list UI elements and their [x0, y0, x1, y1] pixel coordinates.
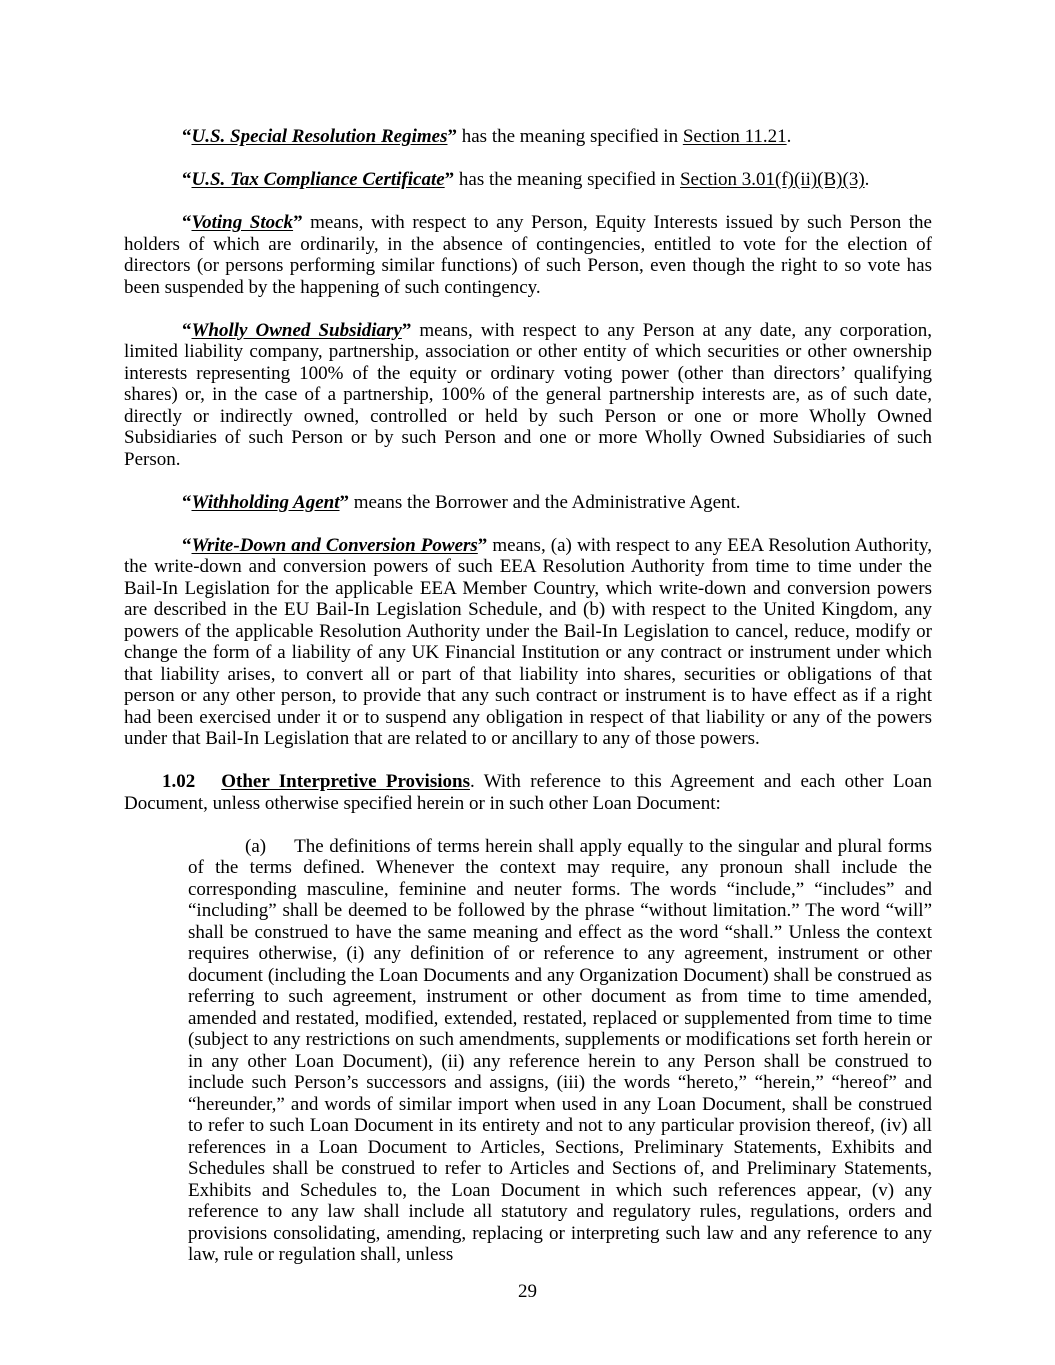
open-quote: “ — [182, 534, 192, 556]
open-quote: “ — [182, 491, 192, 513]
close-quote: ” — [477, 534, 488, 556]
definition-paragraph-us-tax-compliance-certificate — [124, 169, 932, 191]
definition-paragraph-write-down-and-conversion-powers — [124, 535, 932, 750]
defined-term: U.S. Tax Compliance Certificate — [191, 169, 445, 190]
defined-term: U.S. Special Resolution Regimes — [191, 126, 448, 147]
close-quote: ” — [401, 319, 412, 341]
paragraph-text: . — [864, 169, 870, 190]
paragraph-text: means the Borrower and the Administrative Agent. — [349, 491, 741, 513]
defined-term: Withholding Agent — [191, 491, 340, 513]
paragraph-text: means, (a) with respect to any EEA Resolution Authority, the write-down and conversion powers of such EEA Resolution Authority from time to time under the Bail-In Legislation for the applicable EEA Member Country, which write-down and conversion powers are described in the EU Bail-In Legislation Schedule, and (b) with respect to the United Kingdom, any powers of the applicable Resolution Authority under the Bail-In Legislation to cancel, reduce, modify or change the form of a liability of any UK Financial Institution or any contract or instrument under which that liability arises, to convert all or part of that liability into shares, securities or obligations of that person or any other person, to provide that any such contract or instrument is to have effect as if a right had been exercised under it or to suspend any obligation in respect of that liability or any of the powers under that Bail-In Legislation that are related to or ancillary to any of those powers. — [124, 534, 932, 749]
close-quote: ” — [293, 212, 303, 233]
open-quote: “ — [182, 212, 192, 233]
page-number: 29 — [518, 1281, 537, 1302]
definition-paragraph-wholly-owned-subsidiary — [124, 320, 932, 471]
definition-paragraph-us-special-resolution-regimes — [124, 126, 932, 148]
document-body — [124, 126, 932, 1287]
subsection-label: (a) — [245, 835, 267, 857]
close-quote: ” — [444, 169, 455, 190]
open-quote: “ — [182, 319, 192, 341]
paragraph-text: means, with respect to any Person at any date, any corporation, limited liability company, partnership, association or other entity of which securities or other ownership interests representing 100% of the equity or ordinary voting power (other than directors’ qualifying shares) or, in the case of a partnership, 100% of the general partnership interests are, as of such date, directly or indirectly owned, controlled or held by such Person or one or more Wholly Owned Subsidiaries of such Person or by such Person and one or more Wholly Owned Subsidiaries of such Person. — [124, 319, 932, 470]
defined-term: Voting Stock — [191, 212, 294, 233]
paragraph-text: has the meaning specified in — [457, 126, 683, 147]
section-reference: Section 11.21 — [682, 126, 787, 147]
subsection-a-paragraph — [188, 836, 932, 1266]
open-quote: “ — [182, 169, 192, 190]
definition-paragraph-withholding-agent — [124, 492, 932, 514]
paragraph-text: The definitions of terms herein shall apply equally to the singular and plural forms of the terms defined. Whenever the context may require, any pronoun shall include the corresponding masculine, feminine and neuter forms. The words “include,” “includes” and “including” shall be deemed to be followed by the phrase “without limitation.” The word “will” shall be construed to have the same meaning and effect as the word “shall.” Unless the context requires otherwise, (i) any definition of or reference to any agreement, instrument or other document (including the Loan Documents and any Organization Document) shall be construed as referring to such agreement, instrument or other document as from time to time amended, amended and restated, modified, extended, restated, replaced or supplemented from time to time (subject to any restrictions on such amendments, supplements or modifications set forth herein or in any other Loan Document), (ii) any reference herein to any Person shall be construed to include such Person’s successors and assigns, (iii) the words “hereto,” “herein,” “hereof” and “hereunder,” and words of similar import when used in any Loan Document, shall be construed to refer to such Loan Document in its entirety and not to any particular provision thereof, (iv) all references in a Loan Document to Articles, Sections, Preliminary Statements, Exhibits and Schedules shall be construed to refer to Articles and Sections of, and Preliminary Statements, Exhibits and Schedules to, the Loan Document in which such references appear, (v) any reference to any law shall include all statutory and regulatory rules, regulations, orders and provisions consolidating, amending, replacing or interpreting such law and any reference to any law, rule or regulation shall, unless — [188, 835, 932, 1265]
definition-paragraph-voting-stock — [124, 212, 932, 298]
open-quote: “ — [182, 126, 192, 147]
section-reference: Section 3.01(f)(ii)(B)(3) — [679, 169, 865, 190]
section-heading-1-02 — [124, 771, 932, 814]
section-title: Other Interpretive Provisions — [221, 771, 470, 792]
close-quote: ” — [447, 126, 457, 147]
paragraph-text: . With reference to this Agreement and each other Loan Document, unless otherwise specified herein or in such other Loan Document: — [124, 771, 932, 814]
close-quote: ” — [339, 491, 350, 513]
paragraph-text: has the meaning specified in — [454, 169, 680, 190]
defined-term: Wholly Owned Subsidiary — [191, 319, 402, 341]
paragraph-text: means, with respect to any Person, Equity Interests issued by such Person the holders of which are ordinarily, in the absence of contingencies, entitled to vote for the election of directors (or persons performing similar functions) of such Person, even though the right to so vote has been suspended by the happening of such contingency. — [124, 212, 932, 298]
paragraph-text: . — [786, 126, 792, 147]
defined-term: Write-Down and Conversion Powers — [191, 534, 478, 556]
section-number: 1.02 — [162, 771, 196, 792]
